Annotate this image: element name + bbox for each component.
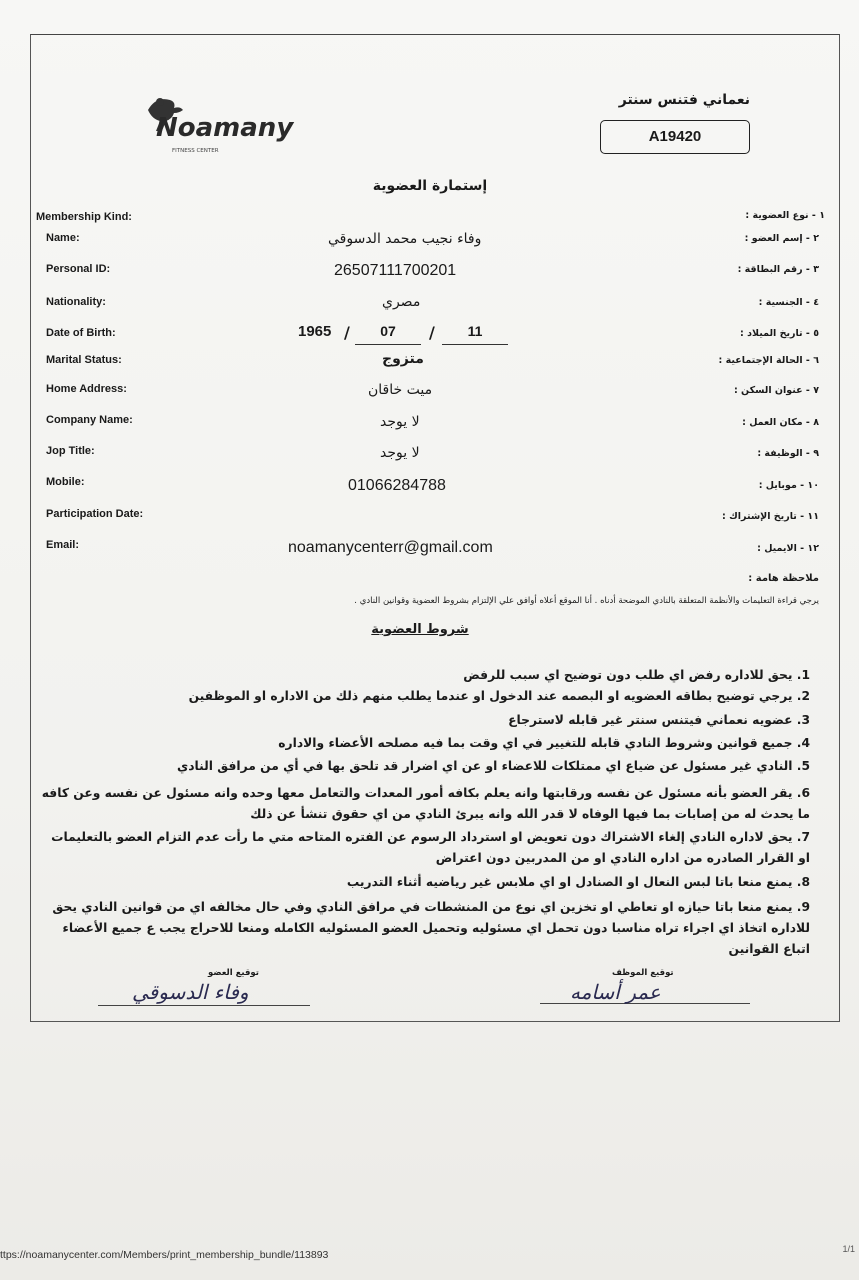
term-item: 8. يمنع منعا باتا لبس النعال او الصنادل او اي ملابس غير رياضيه أثناء التدريب (346, 875, 810, 889)
svg-text:Noamany: Noamany (156, 113, 294, 143)
member-signature-line (98, 1005, 310, 1006)
dob-month: 07 (355, 323, 421, 345)
page-number: 1/1 (842, 1244, 855, 1254)
name-label-en: Name: (46, 232, 80, 244)
mobile-label-en: Mobile: (46, 476, 85, 488)
term-item: 2. يرجي توضيح بطاقه العضويه او البصمه عند الدخول او عندما يطلب منهم ذلك من الاداره او الموظفين (188, 689, 810, 703)
club-name: نعماني فتنس سنتر (618, 92, 750, 108)
footer-url: ttps://noamanycenter.com/Members/print_membership_bundle/113893 (0, 1249, 329, 1261)
home-address-label-ar: ٧ - عنوان السكن : (733, 385, 819, 396)
personal-id-value: 26507111700201 (334, 262, 457, 279)
note-title: ملاحظة هامة : (748, 573, 819, 584)
nationality-value: مصري (382, 294, 421, 310)
name-value: وفاء نجيب محمد الدسوقي (328, 231, 482, 247)
dob-separator: / (429, 323, 435, 342)
job-title-label-ar: ٩ - الوظيفة : (757, 448, 819, 459)
email-value: noamanycenterr@gmail.com (288, 539, 493, 556)
job-title-value: لا يوجد (380, 445, 420, 461)
member-signature: وفاء الدسوقي (132, 980, 249, 1004)
personal-id-label-en: Personal ID: (46, 263, 111, 275)
member-signature-label: توقيع العضو (208, 968, 259, 978)
dob-separator: / (344, 323, 350, 342)
mobile-value: 01066284788 (348, 477, 446, 494)
membership-kind-label-ar: ١ - نوع العضوية : (745, 210, 825, 221)
terms-title: شروط العضوية (371, 622, 469, 637)
employee-signature-label: توقيع الموظف (612, 968, 674, 978)
name-label-ar: ٢ - إسم العضو : (744, 233, 819, 244)
term-item: 6. يقر العضو بأنه مسئول عن نفسه ورقابتها وانه يعلم بكافه أمور المعدات والتعامل معها وحده وانه مسئول عن نفسه وعن كافه ما يحدث له من إصابات بما فيها الوفاه لا قدر الله وانه يبرئ النادي من اي حقوق تنشأ عن ذلك (41, 786, 810, 821)
job-title-label-en: Jop Title: (46, 445, 95, 457)
personal-id-label-ar: ٣ - رقم البطاقة : (737, 264, 819, 275)
email-label-en: Email: (46, 539, 80, 551)
company-name-label-ar: ٨ - مكان العمل : (742, 417, 819, 428)
term-item: 5. النادي غير مسئول عن ضياع اي ممتلكات للاعضاء او عن اي اضرار قد تلحق بها في أي من مرافق النادي (176, 759, 810, 773)
term-item: 3. عضويه نعماني فيتنس سنتر غير قابله لاسترجاع (508, 713, 810, 727)
dob-label-en: Date of Birth: (46, 327, 116, 339)
form-title: إستمارة العضوية (372, 178, 488, 194)
marital-status-label-en: Marital Status: (46, 354, 122, 366)
participation-date-label-en: Participation Date: (46, 508, 144, 520)
term-item: 9. يمنع منعا باتا حيازه او تعاطي او تخزين اي نوع من المنشطات في مرافق النادي وفي حال مخالفه اي من قوانين النادي يحق للاداره اتخاذ اي اجراء تراه مناسبا دون تحمل اي مسئوليه وتحميل العضو المسئوليه الكامله ومنعا للاحراج يجب ع جميع الأعضاء اتباع القوانين (52, 900, 810, 956)
dob-label-ar: ٥ - تاريخ الميلاد : (740, 328, 819, 339)
term-item: 4. جميع قوانين وشروط النادي قابله للتغيير في اي وقت بما فيه مصلحه الأعضاء والاداره (278, 736, 810, 750)
company-name-label-en: Company Name: (46, 414, 133, 426)
company-name-value: لا يوجد (380, 414, 420, 430)
marital-status-label-ar: ٦ - الحالة الإجتماعية : (718, 355, 819, 366)
mobile-label-ar: ١٠ - موبايل : (758, 480, 819, 491)
marital-status-value: متزوج (382, 351, 424, 367)
noamany-logo-icon (138, 92, 294, 156)
membership-kind-label-en: Membership Kind: (36, 211, 132, 223)
participation-date-label-ar: ١١ - تاريخ الإشتراك : (721, 511, 819, 522)
note-text: يرجي قراءة التعليمات والأنظمة المتعلقة بالنادي الموضحة أدناه . أنا الموقع أعلاه أوافق علي الإلتزام بشروط العضوية وقوانين النادي . (354, 596, 819, 606)
dob-day: 11 (442, 323, 508, 345)
home-address-label-en: Home Address: (46, 383, 127, 395)
nationality-label-ar: ٤ - الجنسية : (758, 297, 819, 308)
svg-text:FITNESS CENTER: FITNESS CENTER (172, 148, 219, 154)
term-item: 1. يحق للاداره رفض اي طلب دون توضيح اي سبب للرفض (463, 668, 810, 682)
card-number-box: A19420 (600, 120, 750, 154)
term-item: 7. يحق لاداره النادي إلغاء الاشتراك دون تعويض او استرداد الرسوم عن الفتره المتاحه متي ما رأت عدم التزام العضو بالتعليمات او القرار الصادره من اداره النادي او من المدربين دون اعتراض (51, 830, 810, 865)
email-label-ar: ١٢ - الايميل : (757, 543, 819, 554)
nationality-label-en: Nationality: (46, 296, 106, 308)
home-address-value: ميت خاقان (368, 382, 433, 398)
employee-signature: عمر أسامه (570, 980, 661, 1004)
dob-year: 1965 (298, 323, 332, 340)
